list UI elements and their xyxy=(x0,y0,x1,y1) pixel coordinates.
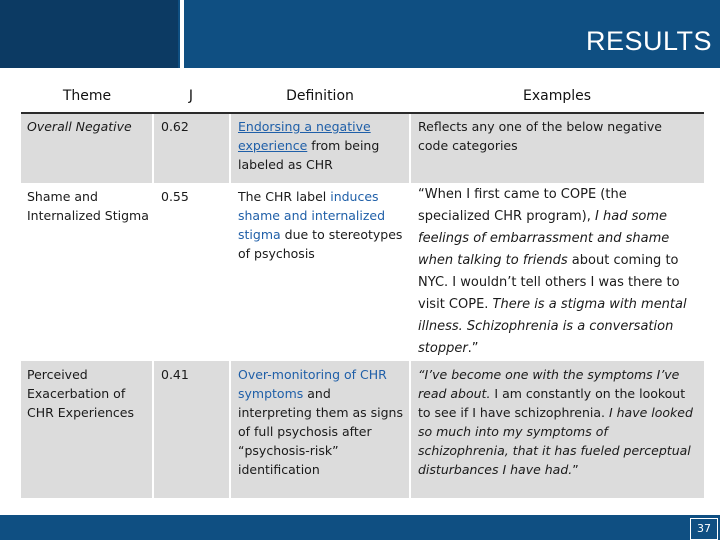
examples-text: .” xyxy=(467,341,479,356)
j-cell: 0.55 xyxy=(161,189,189,204)
definition-highlight: induces shame and internalized stigma xyxy=(238,189,386,242)
definition-cell xyxy=(238,117,404,174)
definition-text: from being labeled as CHR xyxy=(238,138,380,172)
column-header-j: J xyxy=(188,88,194,104)
examples-text: about coming to NYC. I wouldn’t tell others I was there to visit COPE. xyxy=(418,253,680,312)
j-cell: 0.41 xyxy=(161,367,189,382)
examples-text: “When I first came to COPE (the specialized CHR program), xyxy=(418,187,627,224)
column-header-theme: Theme xyxy=(62,88,112,104)
theme-cell: Overall Negative xyxy=(27,119,132,134)
examples-italic: I had some feelings of embarrassment and shame when talking to friends xyxy=(418,209,670,268)
examples-cell xyxy=(418,365,700,479)
footer-band xyxy=(0,515,720,540)
definition-highlight: Over-monitoring of CHR symptoms xyxy=(238,367,387,401)
column-divider xyxy=(152,114,154,498)
examples-cell xyxy=(418,184,696,360)
definition-text: due to stereotypes of psychosis xyxy=(238,227,403,261)
definition-text: The CHR label xyxy=(238,189,331,204)
column-divider xyxy=(229,114,231,498)
examples-cell xyxy=(418,117,688,155)
theme-cell: Shame and Internalized Stigma xyxy=(27,189,149,223)
examples-italic: There is a stigma with mental illness. Schizophrenia is a conversation stopper xyxy=(418,297,687,356)
column-divider xyxy=(409,114,411,498)
definition-cell xyxy=(238,365,404,479)
definition-text: and interpreting them as signs of full psychosis after “psychosis-risk” identification xyxy=(238,386,403,477)
column-header-definition: Definition xyxy=(286,88,354,104)
header-dark-block xyxy=(0,0,178,68)
definition-cell xyxy=(238,187,404,263)
examples-text: ” xyxy=(572,462,579,477)
page-title: RESULTS xyxy=(585,26,712,56)
examples-text: Reflects any one of the below negative code categories xyxy=(418,119,662,153)
header-separator xyxy=(180,0,184,68)
slide-number: 37 xyxy=(690,518,718,540)
column-header-examples: Examples xyxy=(522,88,592,104)
examples-text: I am constantly on the lookout to see if I have schizophrenia. xyxy=(418,386,686,420)
j-cell: 0.62 xyxy=(161,119,189,134)
definition-highlight: Endorsing a negative experience xyxy=(238,119,371,153)
examples-italic: “I’ve become one with the symptoms I’ve read about. xyxy=(418,367,680,401)
theme-cell: Perceived Exacerbation of CHR Experiences xyxy=(27,367,135,420)
examples-italic: I have looked so much into my symptoms of schizophrenia, that it has fueled perceptual disturbances I have had. xyxy=(418,405,693,477)
